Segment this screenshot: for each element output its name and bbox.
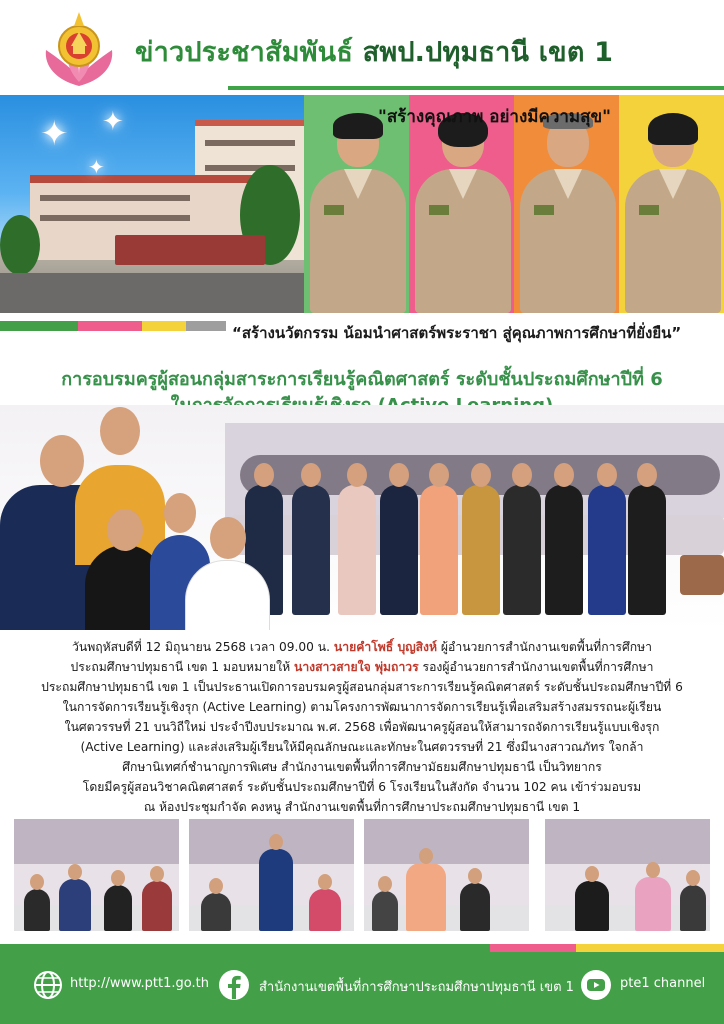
- executive-portrait: [621, 117, 724, 313]
- event-photo-thumbnail: [545, 819, 710, 931]
- footer-bar-yellow: [576, 944, 724, 952]
- event-photo-thumbnail: [364, 819, 529, 931]
- body-line: ในการจัดการเรียนรู้เชิงรุก (Active Learning) ตามโครงการพัฒนาการจัดการเรียนรู้เพื่อเสริมสร้างสมรรถนะผู้เรียน: [62, 700, 662, 714]
- body-line: โดยมีครูผู้สอนวิชาคณิตศาสตร์ ระดับชั้นประถมศึกษาปีที่ 6 โรงเรียนในสังกัด จำนวน 102 คน เข้าร่วมอบรม: [82, 780, 642, 794]
- sparkle-icon: ✦: [102, 107, 124, 137]
- main-event-photo: [0, 405, 724, 630]
- header-divider: [228, 86, 724, 90]
- obec-emblem-icon: [40, 10, 118, 90]
- color-bar-yellow: [142, 321, 186, 331]
- event-photo-thumbnail: [189, 819, 354, 931]
- sparkle-icon: ✦: [40, 114, 69, 154]
- executive-portrait: [516, 117, 620, 313]
- color-bar-green: [0, 321, 78, 331]
- director-name: นายคำโพธิ์ บุญสิงห์: [333, 640, 438, 654]
- body-line: ประถมศึกษาปทุมธานี เขต 1 มอบหมายให้ นางสาวสายใจ พุ่มถาวร รองผู้อำนวยการสำนักงานเขตพื้นที่การศึกษา: [70, 660, 654, 674]
- deputy-director-name: นางสาวสายใจ พุ่มถาวร: [293, 660, 419, 674]
- body-line: ศึกษานิเทศก์ชำนาญการพิเศษ สำนักงานเขตพื้นที่การศึกษามัธยมศึกษาปทุมธานี เป็นวิทยากร: [122, 760, 602, 774]
- color-bar-pink: [78, 321, 142, 331]
- youtube-icon[interactable]: [580, 969, 612, 1001]
- executive-portrait: [411, 117, 515, 313]
- executive-portrait: [306, 117, 410, 313]
- website-link[interactable]: http://www.ptt1.go.th: [70, 976, 209, 991]
- article-body: [24, 637, 700, 817]
- title-office: สพป.ปทุมธานี เขต 1: [362, 37, 614, 68]
- footer-bar-green: [0, 944, 490, 952]
- title-prefix: ข่าวประชาสัมพันธ์: [135, 37, 354, 68]
- banner: [0, 95, 724, 313]
- body-line: ณ ห้องประชุมกำจัด คงหนู สำนักงานเขตพื้นที่การศึกษาประถมศึกษาปทุมธานี เขต 1: [143, 800, 581, 814]
- footer-bar-pink: [490, 944, 576, 952]
- headline-line-1: การอบรมครูผู้สอนกลุ่มสาระการเรียนรู้คณิตศาสตร์ ระดับชั้นประถมศึกษาปีที่ 6: [61, 369, 663, 390]
- sparkle-icon: ✦: [88, 155, 105, 179]
- header: [0, 0, 724, 95]
- office-building-photo: [0, 95, 304, 313]
- body-line: ในศตวรรษที่ 21 บนวิถีใหม่ ประจำปีงบประมาณ พ.ศ. 2568 เพื่อพัฒนาครูผู้สอนให้สามารถจัดการเรียนรู้แบบเชิงรุก: [64, 720, 660, 734]
- facebook-page-link[interactable]: สำนักงานเขตพื้นที่การศึกษาประถมศึกษาปทุมธานี เขต 1: [259, 980, 574, 995]
- banner-slogan: "สร้างคุณภาพ อย่างมีความสุข": [378, 107, 611, 127]
- youtube-channel-link[interactable]: pte1 channel: [620, 976, 706, 991]
- page-title: [135, 30, 613, 73]
- globe-icon: [32, 969, 64, 1001]
- body-line: ประถมศึกษาปทุมธานี เขต 1 เป็นประธานเปิดการอบรมครูผู้สอนกลุ่มสาระการเรียนรู้คณิตศาสตร์ ระดับชั้นประถมศึกษาปีที่ 6: [41, 680, 683, 694]
- body-line: วันพฤหัสบดีที่ 12 มิถุนายน 2568 เวลา 09.00 น. นายคำโพธิ์ บุญสิงห์ ผู้อำนวยการสำนักงานเขตพื้นที่การศึกษา: [72, 640, 652, 654]
- slogan-text: “สร้างนวัตกรรม น้อมนำศาสตร์พระราชา สู่คุณภาพการศึกษาที่ยั่งยืน”: [232, 324, 682, 342]
- color-bar-gray: [186, 321, 226, 331]
- body-line: (Active Learning) และส่งเสริมผู้เรียนให้มีคุณลักษณะและทักษะในศตวรรษที่ 21 ซึ่งมีนางสาวณภัทร ใจกล้า: [80, 740, 644, 754]
- event-photo-thumbnail: [14, 819, 179, 931]
- facebook-icon[interactable]: [218, 969, 250, 1001]
